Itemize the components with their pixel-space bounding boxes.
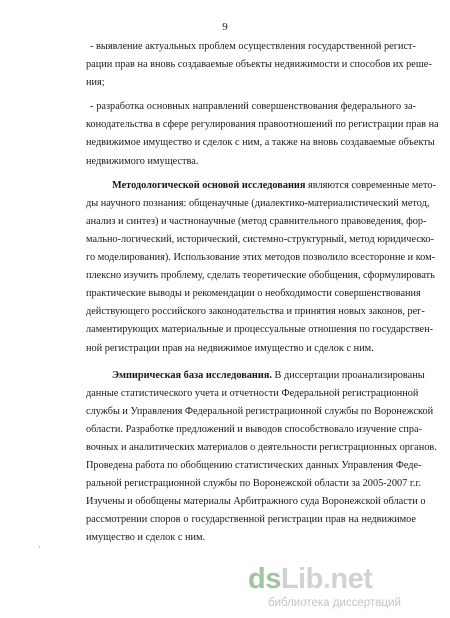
text-line: плексно изучить проблему, сделать теоретические обобщения, сформулировать <box>86 270 435 282</box>
watermark-logo <box>248 563 372 596</box>
text-line: ральной регистрационной службы по Воронежской области за 2005-2007 г.г. <box>86 478 422 490</box>
section-heading-empirical: Эмпирическая база исследования. <box>112 369 272 381</box>
text-line: вочных и аналитических материалов о деятельности регистрационных органов. <box>86 441 437 453</box>
text-line: мально-логический, исторический, системно-структурный, метод юридическо- <box>86 233 434 245</box>
text-line: недвижимое имущество и сделок с ним, а также на вновь создаваемые объекты <box>86 137 435 149</box>
text-line: анализ и синтез) и частнонаучные (метод сравнительного правоведения, фор- <box>86 215 427 227</box>
text-line: конодательства в сфере регулирования правоотношений по регистрации прав на <box>86 119 439 131</box>
logo-part: Lib <box>280 563 323 595</box>
text-fragment: являются современные мето- <box>305 179 436 191</box>
text-line: ния; <box>86 77 105 89</box>
text-line <box>86 367 425 385</box>
text-line: Изучены и обобщены материалы Арбитражного суда Воронежской области о <box>86 496 426 508</box>
text-line: ламентирующих материальные и процессуальные отношения по государствен- <box>86 324 434 336</box>
watermark <box>248 563 443 611</box>
paragraph-methodology <box>86 177 436 358</box>
paragraph-goal-legislation <box>86 98 439 170</box>
text-line <box>86 177 436 195</box>
paragraph-empirical-base <box>86 367 437 548</box>
logo-part: . <box>322 563 331 595</box>
text-line: го моделирования). Использование этих методов позволило всесторонне и ком- <box>86 252 436 264</box>
watermark-subtitle: библиотека диссертаций <box>268 597 401 609</box>
text-line: имущество и сделок с ним. <box>86 532 206 544</box>
text-line: практические выводы и рекомендации о необходимости совершенствования <box>86 288 421 300</box>
text-line: - выявление актуальных проблем осуществления государственной регист- <box>90 41 416 52</box>
text-line: рассмотрении споров о государственной регистрации прав на недвижимое <box>86 514 416 526</box>
text-line: службы и Управления Федеральной регистрационной службы по Воронежской <box>86 405 434 417</box>
section-heading-methodology: Методологической основой исследования <box>112 179 306 191</box>
text-line: данные статистического учета и отчетности Федеральной регистрационной <box>86 387 419 399</box>
paragraph-goal-problems <box>86 38 432 92</box>
text-line: Проведена работа по обобщению статистических данных Управления Феде- <box>86 460 422 472</box>
margin-mark: · <box>38 543 41 552</box>
spacer <box>86 358 416 367</box>
text-line: области. Разработке предложений и выводов способствовало изучение спра- <box>86 423 422 435</box>
page-number: 9 <box>222 21 228 33</box>
text-line: недвижимого имущества. <box>86 155 199 167</box>
text-line: действующего российского законодательства и принятия новых законов, рег- <box>86 306 425 318</box>
text-line: рации прав на вновь создаваемые объекты недвижимости и способов их реше- <box>86 59 432 71</box>
logo-part: net <box>330 563 373 595</box>
text-fragment: В диссертации проанализированы <box>271 369 425 381</box>
text-line: ной регистрации прав на недвижимое имущество и сделок с ним. <box>86 342 374 354</box>
page-body <box>86 38 439 548</box>
text-line: ды научного познания: общенаучные (диалектико-материалистический метод, <box>86 197 430 209</box>
logo-part: ds <box>248 563 281 595</box>
text-line: - разработка основных направлений совершенствования федерального за- <box>90 101 416 113</box>
